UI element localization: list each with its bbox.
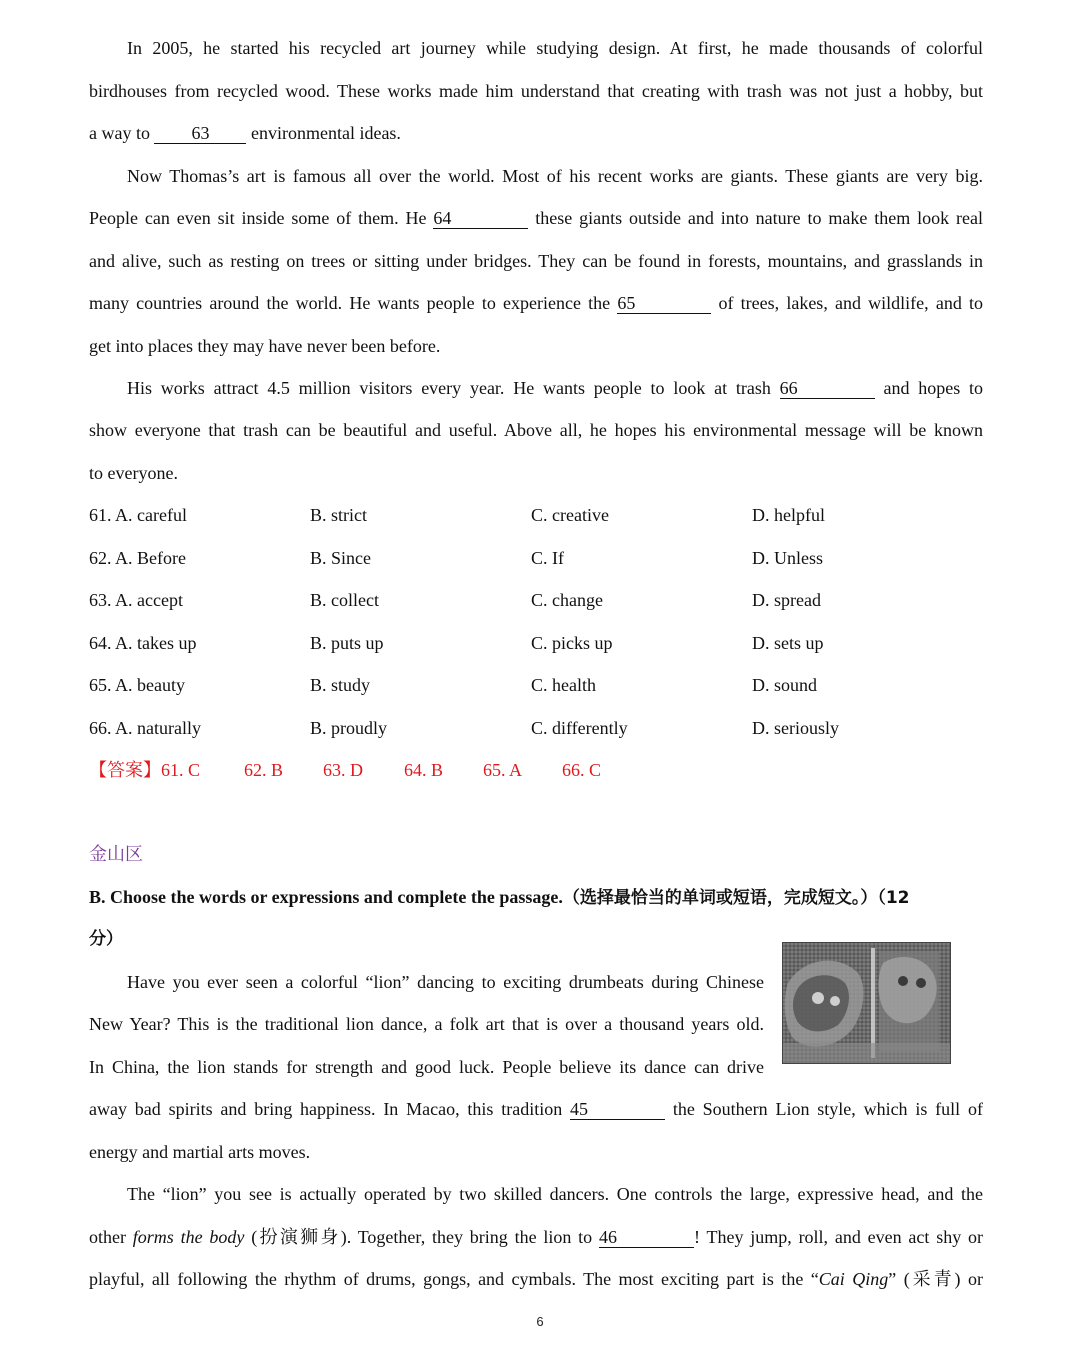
italic-phrase: forms the body (132, 1227, 245, 1247)
answer-66: 66. C (562, 760, 602, 780)
option-b: B. puts up (310, 633, 384, 653)
para4-line3: In China, the lion stands for strength and good luck. People believe its dance can drive (89, 1057, 764, 1077)
option-c: C. health (531, 675, 596, 695)
option-c: C. differently (531, 718, 628, 738)
para1-line2: birdhouses from recycled wood. These works made him understand that creating with trash was not just a hobby, but (89, 81, 983, 101)
option-b: B. collect (310, 590, 379, 610)
text-fragment: His works attract 4.5 million visitors every year. He wants people to look at trash (127, 378, 771, 398)
answer-64: 64. B (404, 760, 444, 780)
italic-phrase: Cai Qing (818, 1269, 889, 1289)
text-fragment: playful, all following the rhythm of drums, gongs, and cymbals. The most exciting part is the “ (89, 1269, 819, 1289)
para1-line3 (89, 121, 983, 145)
option-b: B. study (310, 675, 371, 695)
answer-key (89, 758, 689, 782)
options-row-61 (89, 503, 983, 527)
section-title-cn: （选择最恰当的单词或短语，完成短文。）（12 (562, 888, 910, 908)
para2-line5: get into places they may have never been before. (89, 336, 441, 356)
options-row-62 (89, 546, 983, 570)
text-fragment: environmental ideas. (250, 123, 401, 143)
para1-line1: In 2005, he started his recycled art journey while studying design. At first, he made thousands of colorful (127, 38, 983, 58)
para4-line4 (89, 1097, 983, 1121)
option-a: 65. A. beauty (89, 675, 185, 695)
blank-64: 64 (433, 208, 528, 229)
para2-line2 (89, 206, 983, 230)
option-b: B. Since (310, 548, 371, 568)
option-c: C. If (531, 548, 564, 568)
options-row-65 (89, 673, 983, 697)
option-d: D. spread (752, 590, 821, 610)
text-fragment: the Southern Lion style, which is full of (672, 1099, 983, 1119)
option-c: C. change (531, 590, 603, 610)
text-fragment: these giants outside and into nature to make them look real (535, 208, 984, 228)
option-b: B. proudly (310, 718, 388, 738)
para3-line1 (127, 376, 983, 400)
option-a: 66. A. naturally (89, 718, 201, 738)
text-fragment: ” (采青) or (888, 1269, 983, 1289)
blank-46: 46 (599, 1227, 694, 1248)
option-a: 64. A. takes up (89, 633, 197, 653)
text-fragment: (扮演狮身). Together, they bring the lion to (251, 1227, 593, 1247)
para2-line4 (89, 291, 983, 315)
section-title-en: B. Choose the words or expressions and complete the passage. (89, 887, 563, 907)
text-fragment: a way to (89, 123, 150, 143)
blank-65: 65 (617, 293, 711, 314)
text-fragment: of trees, lakes, and wildlife, and to (718, 293, 983, 313)
blank-45: 45 (570, 1099, 665, 1120)
para3-line3: to everyone. (89, 463, 178, 483)
option-d: D. sets up (752, 633, 824, 653)
para4-line1: Have you ever seen a colorful “lion” dancing to exciting drumbeats during Chinese (127, 972, 764, 992)
text-fragment: ! They jump, roll, and even act shy or (694, 1227, 984, 1247)
option-d: D. Unless (752, 548, 823, 568)
page-number: 6 (536, 1314, 544, 1329)
lion-dance-image (783, 943, 950, 1063)
para2-line1: Now Thomas’s art is famous all over the world. Most of his recent works are giants. These giants are very big. (127, 166, 983, 186)
lion-dance-photo (782, 942, 951, 1064)
options-row-66 (89, 716, 983, 740)
para5-line1: The “lion” you see is actually operated by two skilled dancers. One controls the large, expressive head, and the (127, 1184, 983, 1204)
text-fragment: many countries around the world. He wants people to experience the (89, 293, 611, 313)
option-a: 63. A. accept (89, 590, 183, 610)
district-heading: 金山区 (89, 844, 143, 864)
section-b-title-cont: 分） (89, 929, 123, 949)
option-a: 61. A. careful (89, 505, 187, 525)
section-b-title (89, 885, 983, 910)
text-fragment: other (89, 1227, 126, 1247)
option-a: 62. A. Before (89, 548, 186, 568)
option-d: D. seriously (752, 718, 839, 738)
option-d: D. sound (752, 675, 818, 695)
blank-63: 63 (154, 123, 246, 144)
text-fragment: away bad spirits and bring happiness. In Macao, this tradition (89, 1099, 563, 1119)
answer-65: 65. A (483, 760, 523, 780)
answer-61: 【答案】61. C (89, 760, 201, 780)
answer-63: 63. D (323, 760, 363, 780)
answer-62: 62. B (244, 760, 284, 780)
option-d: D. helpful (752, 505, 825, 525)
blank-66: 66 (780, 378, 875, 399)
para5-line2 (89, 1225, 983, 1249)
para4-line2: New Year? This is the traditional lion dance, a folk art that is over a thousand years old. (89, 1014, 764, 1034)
para2-line3: and alive, such as resting on trees or sitting under bridges. They can be found in forests, mountains, and grasslands in (89, 251, 983, 271)
option-c: C. picks up (531, 633, 613, 653)
options-row-64 (89, 631, 983, 655)
option-c: C. creative (531, 505, 609, 525)
option-b: B. strict (310, 505, 367, 525)
options-row-63 (89, 588, 983, 612)
para5-line3 (89, 1267, 983, 1291)
para4-line5: energy and martial arts moves. (89, 1142, 311, 1162)
text-fragment: and hopes to (883, 378, 984, 398)
text-fragment: People can even sit inside some of them. He (89, 208, 427, 228)
para3-line2: show everyone that trash can be beautiful and useful. Above all, he hopes his environmental message will be known (89, 420, 983, 440)
